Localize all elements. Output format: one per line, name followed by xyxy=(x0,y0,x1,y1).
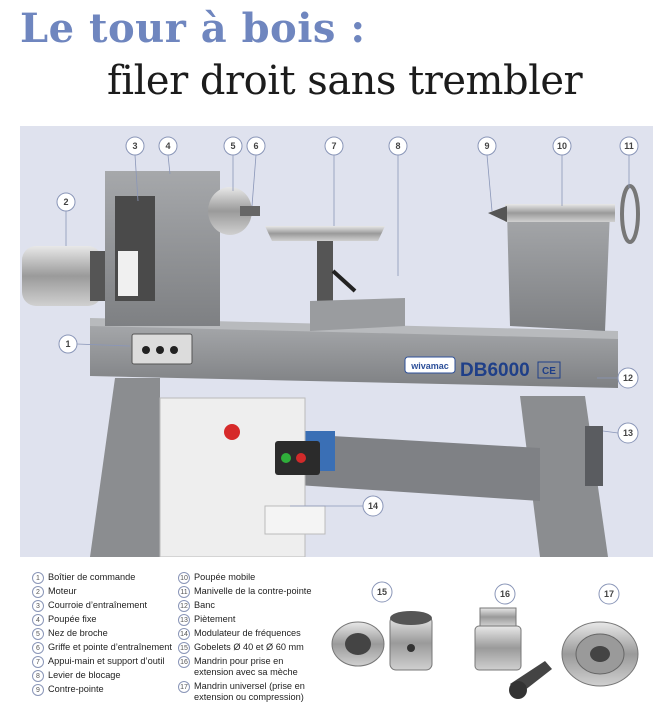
lathe-illustration-panel xyxy=(20,126,653,557)
callout-12: 12 xyxy=(622,373,634,383)
accessories-illustration xyxy=(320,566,640,716)
callout-6: 6 xyxy=(253,141,259,151)
callout-15: 15 xyxy=(376,587,388,597)
callout-10: 10 xyxy=(556,141,568,151)
leg-opening xyxy=(585,426,603,486)
legend-item: 9 Contre-pointe xyxy=(32,684,104,696)
banjo xyxy=(310,298,405,331)
locking-lever[interactable] xyxy=(333,271,355,291)
cup-chuck-40-60 xyxy=(332,611,432,670)
callout-9: 9 xyxy=(484,141,490,151)
legend-item: 2 Moteur xyxy=(32,586,77,598)
tool-rest-post xyxy=(317,241,333,301)
tailstock-handwheel[interactable] xyxy=(622,186,638,242)
legend-item: 10 Poupée mobile xyxy=(178,572,255,584)
legend-item: 5 Nez de broche xyxy=(32,628,108,640)
legend-item: 3 Courroie d’entraînement xyxy=(32,600,147,612)
speed-chart xyxy=(118,251,138,296)
legend-item: 4 Poupée fixe xyxy=(32,614,97,626)
legend-item: 1 Boîtier de commande xyxy=(32,572,135,584)
control-knob-1[interactable] xyxy=(142,346,150,354)
drive-spur xyxy=(240,206,260,216)
callout-4: 4 xyxy=(165,141,171,151)
tool-rest xyxy=(265,226,385,241)
callout-11: 11 xyxy=(624,141,634,151)
extension-chuck-with-bit xyxy=(475,608,552,699)
control-knob-3[interactable] xyxy=(170,346,178,354)
callout-16: 16 xyxy=(499,589,511,599)
callout-2: 2 xyxy=(63,197,69,207)
model-label: DB6000 xyxy=(460,360,530,381)
emergency-stop-button[interactable] xyxy=(224,424,240,440)
brand-label: wivamac xyxy=(411,361,449,371)
callout-3: 3 xyxy=(132,141,138,151)
callout-14: 14 xyxy=(367,501,379,511)
legend-item: 6 Griffe et pointe d’entraînement xyxy=(32,642,172,654)
tailstock-quill xyxy=(505,204,615,222)
ce-mark: CE xyxy=(542,366,556,377)
stop-button[interactable] xyxy=(296,453,306,463)
page-title-line2: filer droit sans trembler xyxy=(107,58,583,104)
legend-item: 7 Appui-main et support d’outil xyxy=(32,656,164,668)
universal-chuck xyxy=(562,622,638,686)
legend-item: 13 Piètement xyxy=(178,614,235,626)
tailstock xyxy=(507,211,610,331)
live-center xyxy=(488,206,507,222)
callout-8: 8 xyxy=(395,141,401,151)
legend-item: 16 Mandrin pour prise en extension avec sa mèche xyxy=(178,656,298,678)
legend xyxy=(20,566,653,716)
legend-item: 14 Modulateur de fréquences xyxy=(178,628,301,640)
left-leg xyxy=(90,378,160,557)
legend-item: 17 Mandrin universel (prise en extension ou compression) xyxy=(178,681,305,703)
lathe-illustration xyxy=(20,126,653,557)
legend-item: 15 Gobelets Ø 40 et Ø 60 mm xyxy=(178,642,304,654)
page-title-line1: Le tour à bois : xyxy=(20,5,366,52)
frequency-modulator xyxy=(265,506,325,534)
callout-7: 7 xyxy=(331,141,337,151)
callout-13: 13 xyxy=(622,428,634,438)
callout-1: 1 xyxy=(65,339,71,349)
control-knob-2[interactable] xyxy=(156,346,164,354)
start-button[interactable] xyxy=(281,453,291,463)
legend-item: 11 Manivelle de la contre-pointe xyxy=(178,586,311,598)
legend-item: 8 Levier de blocage xyxy=(32,670,121,682)
callout-5: 5 xyxy=(230,141,236,151)
legend-item: 12 Banc xyxy=(178,600,215,612)
callout-17: 17 xyxy=(603,589,615,599)
